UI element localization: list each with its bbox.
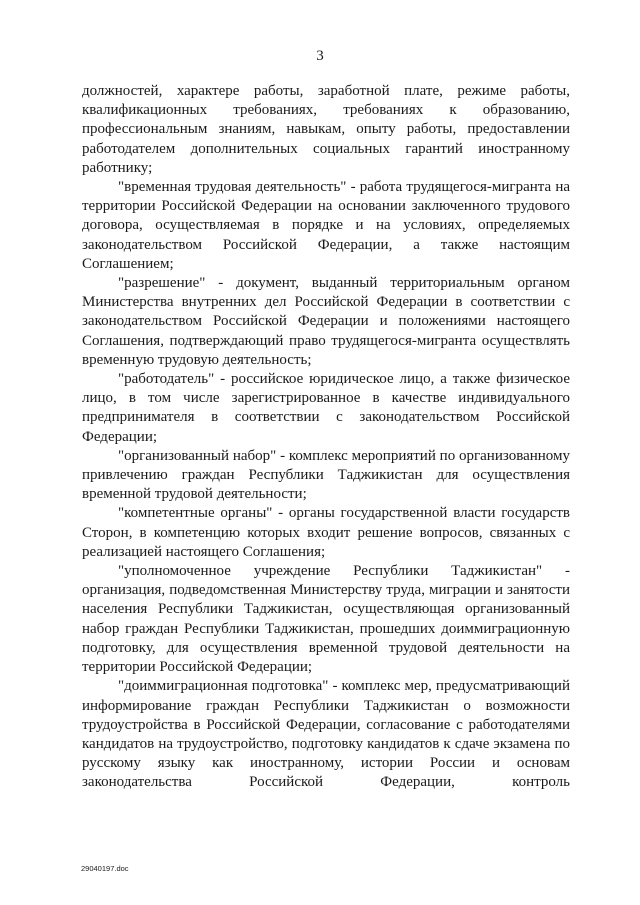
definition-competent-authorities: "компетентные органы" - органы государственной власти государств Сторон, в компетенцию которых входит решение вопросов, связанных с реализацией настоящего Соглашения; bbox=[82, 505, 570, 560]
document-body bbox=[82, 82, 570, 793]
definition-temporary-labor: "временная трудовая деятельность" - работа трудящегося-мигранта на территории Российской Федерации на основании заключенного трудового договора, осуществляемая в порядке и на условиях, определяемых законодательством Российской Федерации, а также настоящим Соглашением; bbox=[82, 179, 570, 272]
paragraph-carryover: должностей, характере работы, заработной плате, режиме работы, квалификационных требованиях, требованиях к образованию, профессиональным знаниям, навыкам, опыту работы, предоставлении работодателем дополнительных социальных гарантий иностранному работнику; bbox=[82, 83, 570, 176]
definition-employer: "работодатель" - российское юридическое лицо, а также физическое лицо, в том числе зарегистрированное в качестве индивидуального предпринимателя в соответствии с законодательством Российской Федерации; bbox=[82, 371, 570, 445]
definition-pre-immigration-training: "доиммиграционная подготовка" - комплекс мер, предусматривающий информирование граждан Республики Таджикистан о возможности трудоустройства в Российской Федерации, согласование с работодателями кандидатов на трудоустройство, подготовку кандидатов к сдаче экзамена по русскому языку как иностранному, истории России и основам законодательства Российской Федерации, контроль bbox=[82, 678, 570, 791]
page-number: 3 bbox=[316, 48, 324, 64]
footer-file-name: 29040197.doc bbox=[81, 864, 129, 873]
definition-permit: "разрешение" - документ, выданный территориальным органом Министерства внутренних дел Российской Федерации в соответствии с законодательством Российской Федерации и положениями настоящего Соглашения, подтверждающий право трудящегося-мигранта осуществлять временную трудовую деятельность; bbox=[82, 275, 570, 368]
definition-organized-recruitment: "организованный набор" - комплекс мероприятий по организованному привлечению граждан Республики Таджикистан для осуществления временной трудовой деятельности; bbox=[82, 447, 570, 503]
definition-authorized-institution: "уполномоченное учреждение Республики Таджикистан" - организация, подведомственная Министерству труда, миграции и занятости населения Республики Таджикистан, осуществляющая организованный набор граждан Республики Таджикистан, прошедших доиммиграционную подготовку, для осуществления временной трудовой деятельности на территории Российской Федерации; bbox=[82, 563, 570, 676]
